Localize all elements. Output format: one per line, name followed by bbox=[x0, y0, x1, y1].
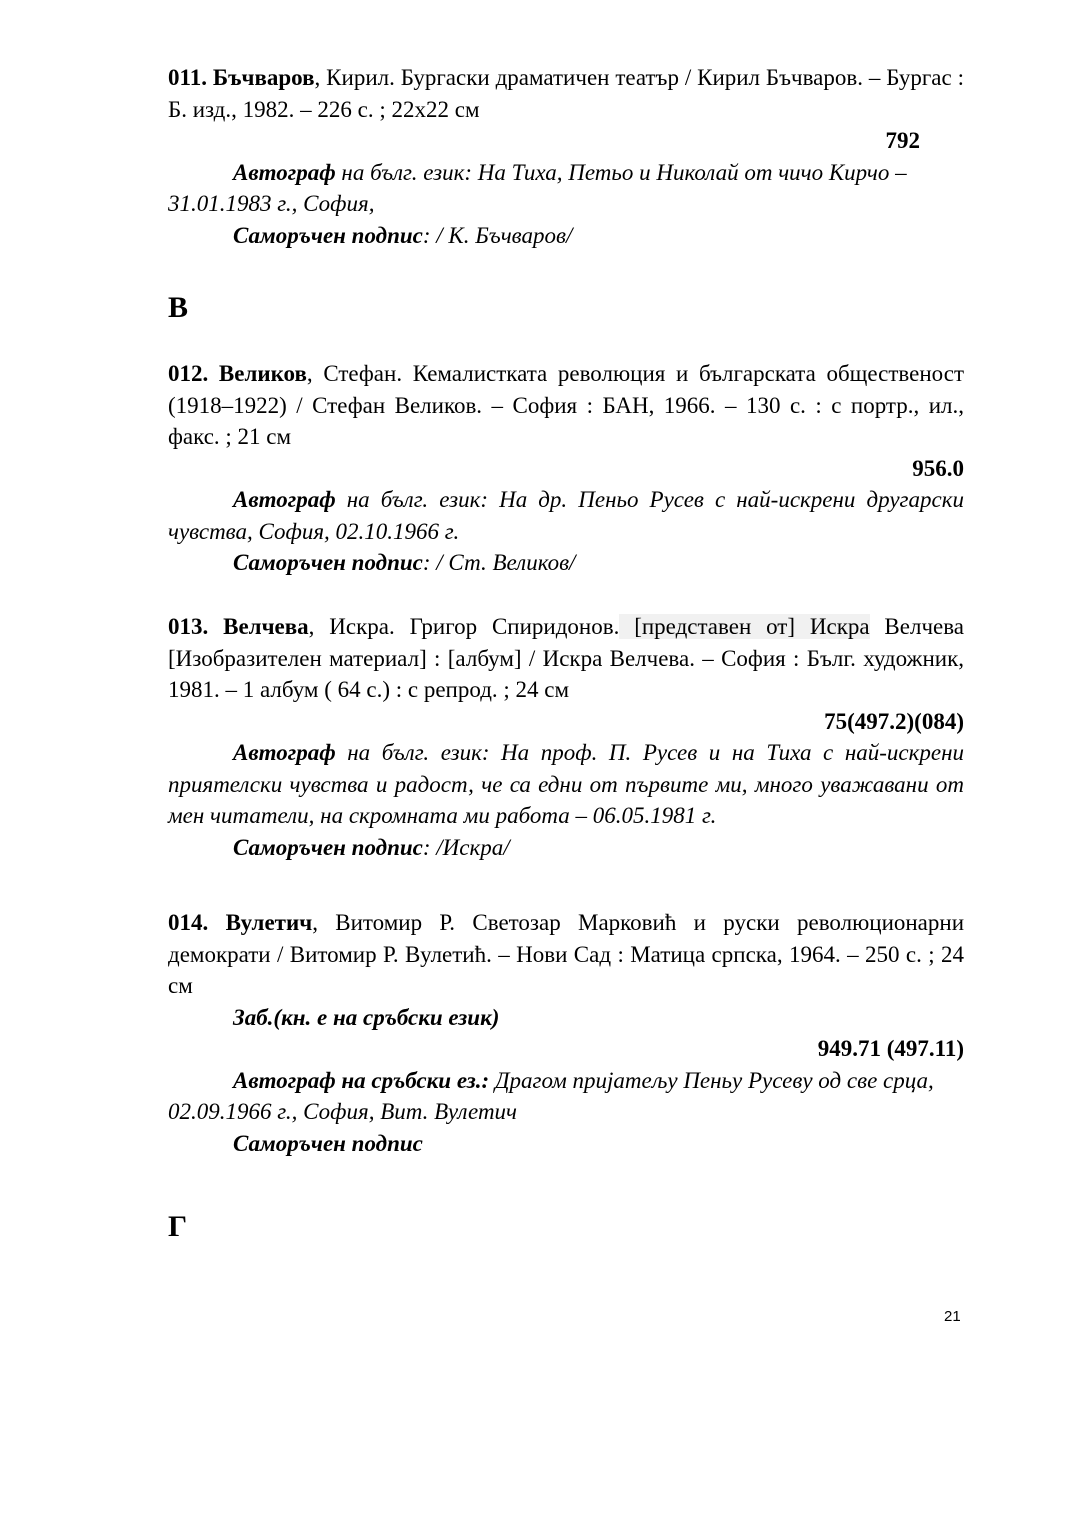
autograph-label: Автограф bbox=[233, 159, 336, 185]
signature-text: : / Ст. Великов/ bbox=[422, 550, 576, 575]
entry-signature bbox=[168, 1128, 964, 1160]
autograph-text: на бълг. език: На проф. П. Русев и на Тиха с най-искрени приятелски чувства и радост, че са едни от първите ми, много уважавани от мен читатели, на скромната ми работа – 06.05.1981 г. bbox=[168, 740, 964, 828]
page-number: 21 bbox=[944, 1308, 961, 1325]
entry-signature bbox=[168, 547, 964, 579]
bibliography-entry-011 bbox=[168, 62, 964, 251]
entry-classification: 792 bbox=[885, 128, 920, 153]
autograph-text: Драгом пријатељу Пеньу Русеву од све срца, 02.09.1966 г., София, Вит. Вулетич bbox=[168, 1067, 934, 1124]
autograph-label: Автограф bbox=[233, 740, 336, 765]
entry-details: , Витомир Р. Светозар Марковић и руски революционарни демократи / Витомир Р. Вулетић. – Нови Сад : Матица српска, 1964. – 250 с. ; 24 см bbox=[168, 910, 965, 998]
entry-description bbox=[168, 62, 964, 125]
bibliography-entry-013 bbox=[168, 611, 964, 863]
signature-label: Саморъчен подпис bbox=[233, 550, 423, 575]
entry-description bbox=[168, 358, 964, 453]
note-text: Заб.(кн. е на сръбски език) bbox=[233, 1004, 500, 1030]
entry-author: Бъчваров bbox=[212, 65, 315, 90]
bibliography-entry-014 bbox=[168, 907, 964, 1159]
autograph-label: Автограф bbox=[233, 487, 336, 512]
entry-signature bbox=[168, 832, 964, 864]
bibliography-entry-012 bbox=[168, 358, 964, 579]
section-letter-g: Г bbox=[168, 1210, 188, 1243]
entry-author: Велчева bbox=[223, 614, 309, 639]
entry-number: 012. bbox=[168, 361, 209, 386]
entry-description bbox=[168, 611, 964, 706]
entry-classification: 75(497.2)(084) bbox=[824, 708, 964, 734]
entry-author: Вулетич bbox=[225, 910, 313, 935]
section-letter-v: В bbox=[168, 291, 189, 324]
entry-details-highlighted: [представен от] Искра bbox=[619, 614, 870, 639]
entry-author: Великов bbox=[218, 361, 307, 386]
autograph-text: на бълг. език: На Тиха, Петьо и Николай от чичо Кирчо – 31.01.1983 г., София, bbox=[168, 159, 907, 216]
entry-details: , Стефан. Кемалистката революция и българската общественост (1918–1922) / Стефан Великов. – София : БАН, 1966. – 130 с. : с портр., ил., факс. ; 21 см bbox=[168, 361, 964, 449]
entry-number: 014. bbox=[168, 910, 209, 935]
entry-note bbox=[168, 1002, 964, 1034]
autograph-text: на бълг. език: На др. Пеньо Русев с най-искрени другарски чувства, София, 02.10.1966 г. bbox=[168, 487, 964, 544]
entry-autograph bbox=[168, 157, 964, 220]
entry-autograph bbox=[168, 737, 964, 832]
entry-signature bbox=[168, 220, 964, 252]
entry-details-cont: Велчева [Изобразителен материал] : [албум] / Искра Велчева. – София : Бълг. художник, 1981. – 1 албум ( 64 с.) : с репрод. ; 24 см bbox=[168, 614, 964, 702]
entry-details: , Кирил. Бургаски драматичен театър / Кирил Бъчваров. – Бургас : Б. изд., 1982. – 226 с. ; 22х22 см bbox=[168, 65, 964, 122]
entry-autograph bbox=[168, 484, 964, 547]
entry-classification: 956.0 bbox=[912, 455, 964, 481]
entry-number: 011. bbox=[168, 65, 207, 90]
signature-text: : /Искра/ bbox=[422, 834, 510, 860]
autograph-label: Автограф на сръбски ез.: bbox=[233, 1067, 490, 1093]
signature-label: Саморъчен подпис bbox=[233, 222, 423, 248]
entry-autograph bbox=[168, 1065, 964, 1128]
entry-description bbox=[168, 907, 964, 1002]
entry-classification: 949.71 (497.11) bbox=[817, 1036, 964, 1061]
signature-label: Саморъчен подпис bbox=[233, 834, 423, 860]
signature-label: Саморъчен подпис bbox=[233, 1130, 423, 1156]
entry-details: , Искра. Григор Спиридонов. bbox=[308, 614, 620, 639]
signature-text: : / К. Бъчваров/ bbox=[422, 222, 573, 248]
entry-number: 013. bbox=[168, 614, 209, 639]
